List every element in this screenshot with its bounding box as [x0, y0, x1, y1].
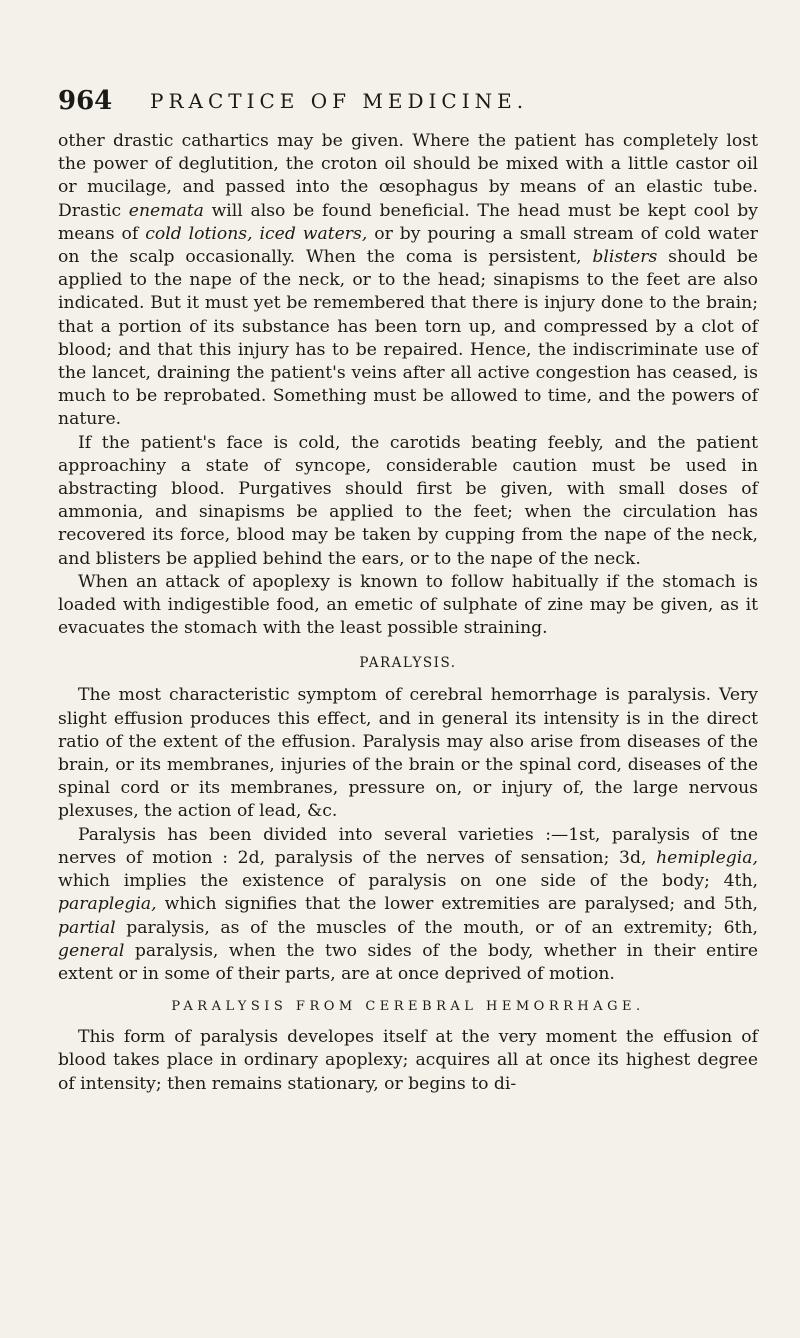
italic-term: hemiplegia, [656, 847, 758, 868]
paragraph-cathartics [58, 130, 758, 432]
paragraph-syncope: If the patient's face is cold, the carotids beating feebly, and the patient approachiny a state of syncope, considerable caution must be used in abstracting blood. Purgatives should first be given, with small doses of ammonia, and sinapisms be applied to the feet; when the circulation has recovered its force, blood may be taken by cupping from the nape of the neck, and blisters be applied behind the ears, or to the nape of the neck. [58, 432, 758, 569]
section-heading-cerebral-hemorrhage: PARALYSIS FROM CEREBRAL HEMORRHAGE. [171, 999, 645, 1015]
text-span: will also be found beneficial. The head must be kept cool by means of [58, 200, 758, 244]
text-span: which signifies that the lower extremities are paralysed; and 5th, [156, 894, 758, 915]
text-span: paralysis, as of the muscles of the mouth, or of an extremity; 6th, [115, 917, 758, 938]
page-number: 964 [58, 86, 113, 116]
page-body [58, 130, 758, 1096]
text-span: which implies the existence of paralysis on one side of the body; 4th, [58, 871, 758, 892]
italic-term: enemata [128, 200, 204, 221]
text-span: paralysis, when the two sides of the body, whether in their entire extent or in some of their parts, are at once deprived of motion. [58, 940, 758, 984]
paragraph-paralysis-form: This form of paralysis developes itself at the very moment the effusion of blood takes place in ordinary apoplexy; acquires all at once its highest degree of intensity; then remains stationary, or begins to di- [58, 1027, 758, 1094]
italic-term: general [58, 940, 125, 961]
section-heading-paralysis: PARALYSIS. [359, 655, 457, 672]
text-span: Paralysis has been divided into several varieties :—1st, paralysis of tne nerves of motion : 2d, paralysis of the nerves of sensation; 3d, [58, 824, 758, 868]
running-head: PRACTICE OF MEDICINE. [150, 89, 529, 113]
text-span: other drastic cathartics may be given. Where the patient has completely lost the power of deglutition, the croton oil should be mixed with a little castor oil or mucilage, and passed into the œsophagus by means of an elastic tube. Drastic [58, 131, 758, 221]
paragraph-symptom: The most characteristic symptom of cerebral hemorrhage is paralysis. Very slight effusion produces this effect, and in general its intensity is in the direct ratio of the extent of the effusion. Paralysis may also arise from diseases of the brain, or its membranes, injuries of the brain or the spinal cord, diseases of the spinal cord or its membranes, pressure on, or injury of, the large nervous plexuses, the action of lead, &c. [58, 685, 758, 822]
italic-term: cold lotions, iced waters, [145, 223, 368, 244]
paragraph-varieties [58, 824, 758, 986]
text-span: or by pouring a small stream of cold water on the scalp occasionally. When the coma is persistent, [58, 223, 758, 268]
paragraph-emetic: When an attack of apoplexy is known to follow habitually if the stomach is loaded with indigestible food, an emetic of sulphate of zine may be given, as it evacuates the stomach with the least possible straining. [58, 571, 758, 639]
italic-term: blisters [592, 247, 658, 268]
text-span: should be applied to the nape of the neck, or to the head; sinapisms to the feet are also indicated. But it must yet be remembered that there is injury done to the brain; that a portion of its substance has been torn up, and compressed by a clot of blood; and that this injury has to be repaired. Hence, the indiscriminate use of the lancet, draining the patient's veins after all active congestion has ceased, is much to be reprobated. Something must be allowed to time, and the powers of nature. [58, 247, 758, 430]
page-header [58, 86, 760, 116]
italic-term: paraplegia, [58, 894, 157, 915]
italic-term: partial [58, 917, 116, 938]
